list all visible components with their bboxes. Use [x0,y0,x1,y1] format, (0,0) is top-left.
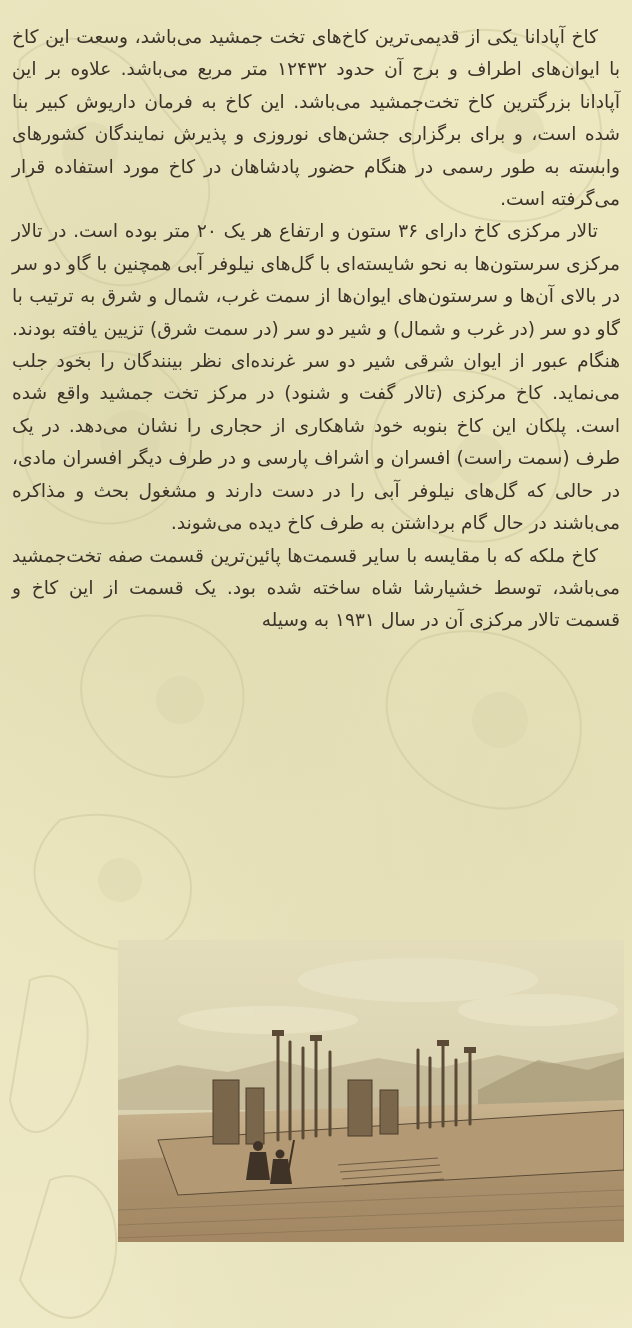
paragraph-queen-palace: کاخ ملکه که با مقایسه با سایر قسمت‌ها پائین‌ترین قسمت صفه تخت‌جمشید می‌باشد، توسط خشیارشا شاه ساخته شده بود. یک قسمت از این کاخ و قسمت تالار مرکزی آن در سال ۱۹۳۱ به وسیله [12,545,620,632]
persepolis-ruins-engraving-icon [118,940,624,1242]
paragraph-apadana: کاخ آپادانا یکی از قدیمی‌ترین کاخ‌های تخت جمشید می‌باشد، وسعت این کاخ با ایوان‌های اطراف و برج آن حدود ۱۲۴۳۲ متر مربع می‌باشد. علاوه بر این آپادانا بزرگترین کاخ تخت‌جمشید می‌باشد. این کاخ به فرمان داریوش کبیر بنا شده است، و برای برگزاری جشن‌های نوروزی و پذیرش نمایندگان کشورهای وابسته به طور رسمی در هنگام حضور پادشاهان در کاخ مورد استفاده قرار می‌گرفته است. [12,27,620,211]
article-body [12,22,620,638]
paragraph-central-hall: تالار مرکزی کاخ دارای ۳۶ ستون و ارتفاع هر یک ۲۰ متر بوده است. در تالار مرکزی سرستون‌ها به نحو شایسته‌ای با گل‌های نیلوفر آبی همچنین با گاو دو سر در بالای آن‌ها و سرستون‌های ایوان‌ها از سمت غرب، شمال و شرق به ترتیب با گاو دو سر (در غرب و شمال) و شیر دو سر (در سمت شرق) تزیین یافته بودند. هنگام عبور از ایوان شرقی شیر دو سر غرنده‌ای نظر بینندگان را بخود جلب می‌نماید. کاخ مرکزی (تالار گفت و شنود) در مرکز تخت جمشید واقع شده است. پلکان این کاخ بنوبه خود شاهکاری از حجاری را نشان می‌دهد. در یک طرف (سمت راست) افسران و اشراف پارسی و در طرف دیگر افسران مادی، در حالی که گل‌های نیلوفر آبی را در دست دارند و مشغول بحث و مذاکره می‌باشند در حال گام برداشتن به طرف کاخ دیده می‌شوند. [12,221,620,535]
persepolis-ruins-illustration [118,940,624,1242]
